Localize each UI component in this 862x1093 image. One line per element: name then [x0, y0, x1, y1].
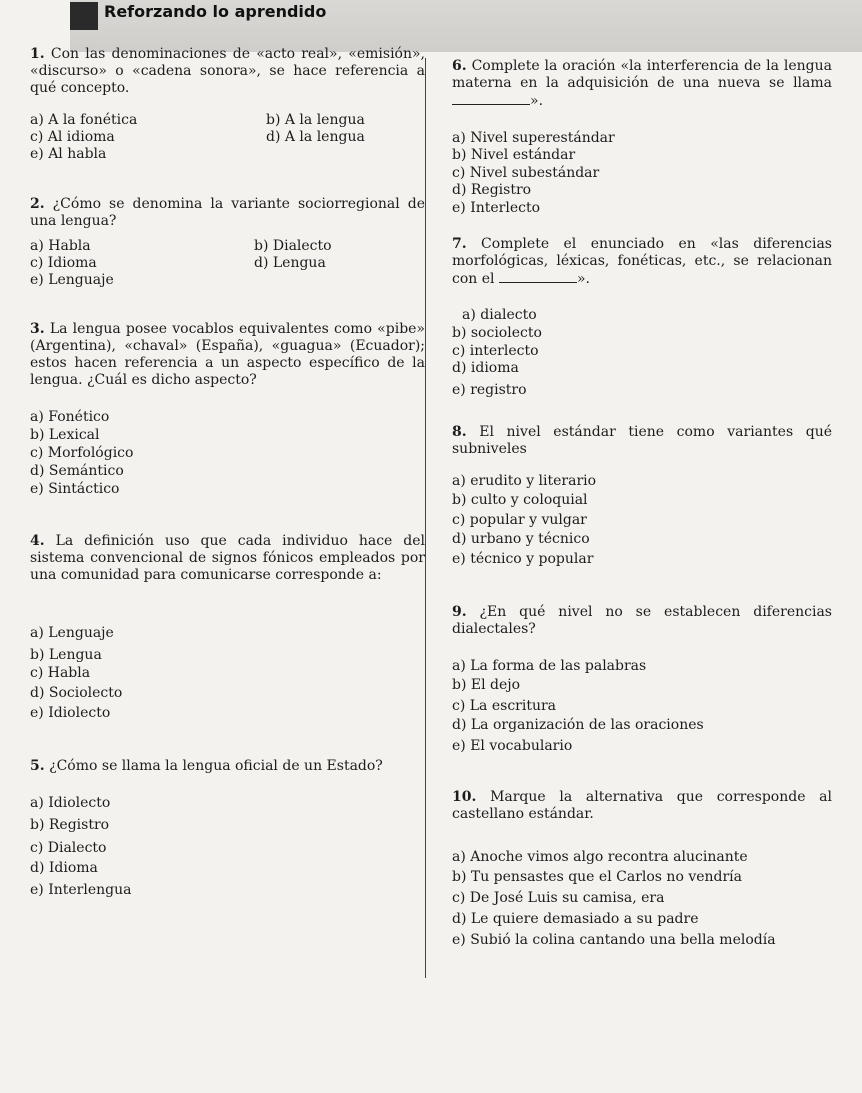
option-a[interactable]: a) Idiolecto — [30, 795, 111, 811]
option-c[interactable]: c) Morfológico — [30, 445, 134, 461]
question-number: 1. — [30, 46, 45, 62]
header-marker — [70, 2, 98, 30]
question-text-end: ». — [576, 271, 590, 287]
option-d[interactable]: d) Le quiere demasiado a su padre — [452, 911, 699, 927]
question-text: Con las denominaciones de «acto real», «emisión», «discurso» o «cadena sonora», se hace referencia a qué concepto. — [30, 46, 426, 96]
option-d[interactable]: d) La organización de las oraciones — [452, 717, 704, 733]
option-b[interactable]: b) A la lengua — [266, 112, 365, 128]
option-e[interactable]: e) Interlengua — [30, 882, 132, 898]
option-a[interactable]: a) Nivel superestándar — [452, 130, 615, 146]
option-c[interactable]: c) De José Luis su camisa, era — [452, 890, 665, 906]
option-c[interactable]: c) La escritura — [452, 698, 557, 714]
question-number: 5. — [30, 758, 45, 774]
option-a[interactable]: a) Anoche vimos algo recontra alucinante — [452, 849, 748, 865]
option-a[interactable]: a) Lenguaje — [30, 625, 114, 641]
option-a[interactable]: a) La forma de las palabras — [452, 658, 647, 674]
option-d[interactable]: d) Registro — [452, 182, 532, 198]
question-9 — [452, 604, 832, 754]
question-number: 7. — [452, 236, 467, 252]
question-number: 10. — [452, 789, 477, 805]
option-e[interactable]: e) Sintáctico — [30, 481, 120, 497]
question-text: ¿Cómo se llama la lengua oficial de un Estado? — [49, 758, 383, 774]
option-b[interactable]: b) sociolecto — [452, 325, 542, 341]
option-c[interactable]: c) Nivel subestándar — [452, 165, 600, 181]
option-e[interactable]: e) Interlecto — [452, 200, 541, 216]
option-d[interactable]: d) urbano y técnico — [452, 531, 590, 547]
question-1 — [30, 46, 426, 162]
option-b[interactable]: b) Nivel estándar — [452, 147, 576, 163]
question-7 — [452, 236, 832, 398]
answer-blank[interactable] — [499, 270, 577, 283]
question-text-end: ». — [530, 93, 544, 109]
option-b[interactable]: b) Lengua — [30, 647, 102, 663]
option-b[interactable]: b) El dejo — [452, 677, 521, 693]
option-c[interactable]: c) Al idioma — [30, 129, 115, 145]
option-d[interactable]: d) Semántico — [30, 463, 124, 479]
question-number: 9. — [452, 604, 467, 620]
option-b[interactable]: b) culto y coloquial — [452, 492, 588, 508]
option-e[interactable]: e) registro — [452, 382, 527, 398]
option-c[interactable]: c) Dialecto — [30, 840, 107, 856]
column-divider — [425, 58, 426, 978]
option-e[interactable]: e) Idiolecto — [30, 705, 111, 721]
option-d[interactable]: d) Lengua — [254, 255, 326, 271]
question-6 — [452, 58, 832, 216]
option-a[interactable]: a) Fonético — [30, 409, 110, 425]
option-a[interactable]: a) A la fonética — [30, 112, 138, 128]
question-text: Complete la oración «la interferencia de la lengua materna en la adquisición de una nueva se llama — [452, 58, 832, 91]
question-number: 4. — [30, 533, 45, 549]
option-b[interactable]: b) Lexical — [30, 427, 100, 443]
question-text: La definición uso que cada individuo hace del sistema convencional de signos fónicos empleados por una comunidad para comunicarse corresponde a: — [30, 533, 426, 583]
option-e[interactable]: e) Subió la colina cantando una bella melodía — [452, 932, 776, 948]
option-e[interactable]: e) Lenguaje — [30, 272, 114, 288]
option-b[interactable]: b) Tu pensastes que el Carlos no vendría — [452, 869, 743, 885]
question-number: 6. — [452, 58, 467, 74]
option-e[interactable]: e) Al habla — [30, 146, 107, 162]
option-b[interactable]: b) Dialecto — [254, 238, 332, 254]
option-d[interactable]: d) idioma — [452, 360, 519, 376]
option-c[interactable]: c) Idioma — [30, 255, 97, 271]
option-e[interactable]: e) El vocabulario — [452, 738, 573, 754]
question-3 — [30, 321, 426, 497]
answer-blank[interactable] — [452, 92, 530, 105]
option-d[interactable]: d) A la lengua — [266, 129, 365, 145]
option-a[interactable]: a) Habla — [30, 238, 91, 254]
question-5 — [30, 758, 425, 898]
option-a[interactable]: a) erudito y literario — [452, 473, 597, 489]
option-a[interactable]: a) dialecto — [462, 307, 537, 323]
question-10 — [452, 789, 833, 948]
question-text: La lengua posee vocablos equivalentes como «pibe» (Argentina), «chaval» (España), «guagua» (Ecuador); estos hacen referencia a un aspecto específico de la lengua. ¿Cuál es dicho aspecto? — [30, 321, 426, 388]
option-c[interactable]: c) popular y vulgar — [452, 512, 587, 528]
option-d[interactable]: d) Idioma — [30, 860, 98, 876]
question-text: Complete el enunciado en «las diferencias morfológicas, léxicas, fonéticas, etc., se relacionan con el — [452, 236, 832, 287]
question-text: Marque la alternativa que corresponde al castellano estándar. — [452, 789, 833, 822]
option-c[interactable]: c) Habla — [30, 665, 91, 681]
question-number: 2. — [30, 196, 45, 212]
question-text: ¿En qué nivel no se establecen diferencias dialectales? — [452, 604, 832, 637]
option-e[interactable]: e) técnico y popular — [452, 551, 594, 567]
question-text: El nivel estándar tiene como variantes qué subniveles — [452, 424, 832, 457]
question-8 — [452, 424, 832, 567]
question-number: 8. — [452, 424, 467, 440]
question-number: 3. — [30, 321, 45, 337]
option-d[interactable]: d) Sociolecto — [30, 685, 123, 701]
page-title: Reforzando lo aprendido — [104, 2, 327, 21]
option-c[interactable]: c) interlecto — [452, 343, 539, 359]
question-text: ¿Cómo se denomina la variante sociorregional de una lengua? — [30, 196, 426, 229]
question-2 — [30, 196, 426, 288]
option-b[interactable]: b) Registro — [30, 817, 110, 833]
question-4 — [30, 533, 426, 721]
